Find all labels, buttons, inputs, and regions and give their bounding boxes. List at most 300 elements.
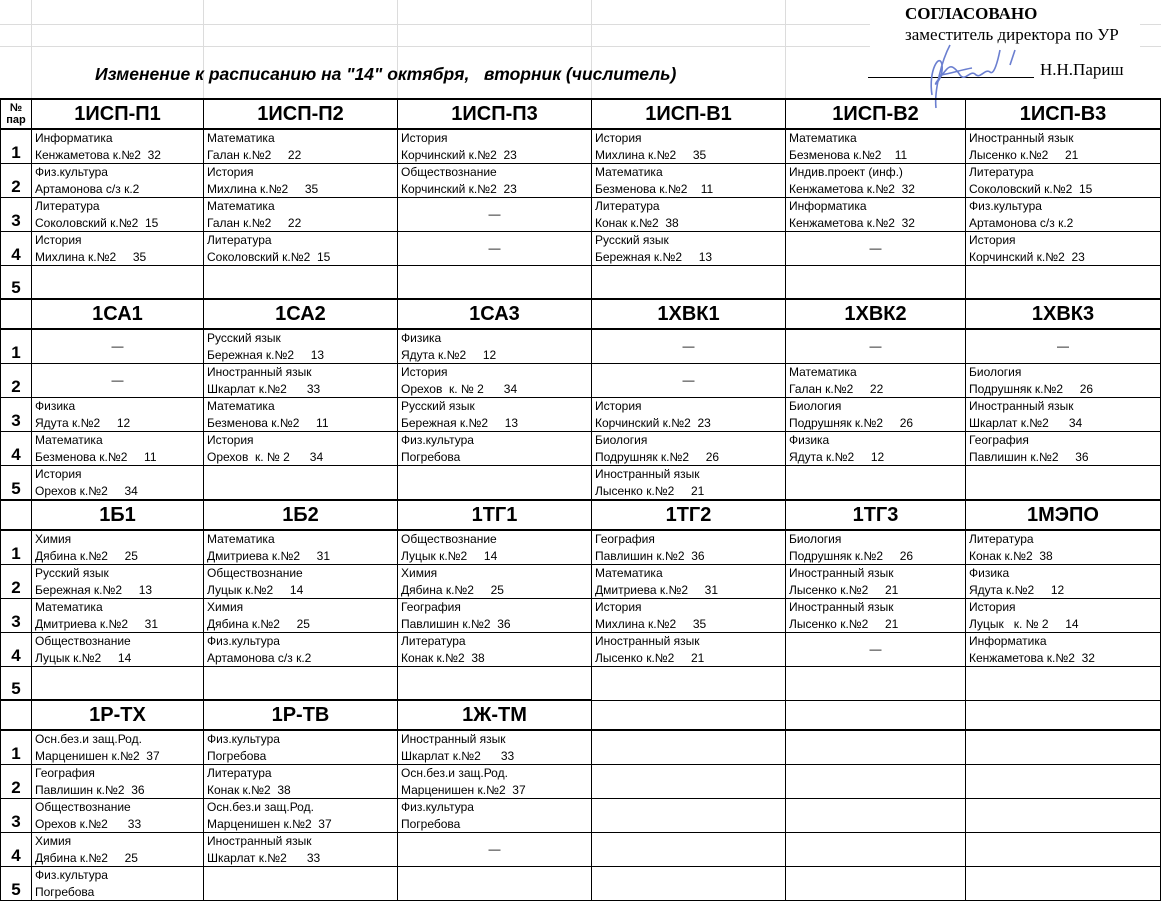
teacher-room: Конак к.№2 38	[969, 548, 1053, 563]
teacher-room: Лысенко к.№2 21	[789, 582, 899, 597]
teacher-room: Погребова	[401, 449, 461, 464]
approval-name: Н.Н.Париш	[1040, 60, 1124, 79]
teacher-room: Кенжаметова к.№2 32	[789, 215, 915, 230]
subject: Физ.культура	[35, 868, 108, 882]
lesson-row	[1, 799, 1161, 833]
subject: Иностранный язык	[789, 566, 894, 580]
teacher-room: Лысенко к.№2 21	[969, 147, 1079, 162]
empty-cell[interactable]	[398, 867, 592, 901]
subject: Физика	[401, 331, 442, 345]
empty-cell[interactable]	[966, 667, 1161, 701]
subject: Осн.без.и защ.Род.	[207, 800, 314, 814]
subject: Иностранный язык	[207, 365, 312, 379]
teacher-room: Шкарлат к.№2 34	[969, 415, 1083, 430]
subject: Иностранный язык	[401, 732, 506, 746]
empty-cell[interactable]	[592, 867, 786, 901]
teacher-room: Павлишин к.№2 36	[595, 548, 705, 563]
group-name: 1Б2	[204, 500, 398, 530]
empty-cell[interactable]	[786, 466, 966, 501]
lesson-number: 3	[1, 398, 32, 432]
no-lesson-cell[interactable]: —	[32, 329, 204, 364]
lesson-number: 1	[1, 329, 32, 364]
teacher-room: Луцык к.№2 14	[401, 548, 498, 563]
teacher-room: Луцык к.№2 14	[35, 650, 132, 665]
teacher-room: Шкарлат к.№2 33	[207, 850, 321, 865]
teacher-room: Соколовский к.№2 15	[35, 215, 159, 230]
teacher-room: Ядута к.№2 12	[969, 582, 1065, 597]
lesson-row	[1, 633, 1161, 667]
lesson-row	[1, 867, 1161, 901]
empty-cell[interactable]	[966, 867, 1161, 901]
lesson-cell[interactable]	[966, 129, 1161, 164]
teacher-room: Ядута к.№2 12	[35, 415, 131, 430]
no-lesson-cell[interactable]: —	[786, 329, 966, 364]
subject: Информатика	[789, 199, 867, 213]
lesson-number: 3	[1, 198, 32, 232]
teacher-room: Дябина к.№2 25	[401, 582, 504, 597]
group-name: 1ТГ1	[398, 500, 592, 530]
lesson-number-header	[1, 700, 32, 730]
lesson-cell[interactable]	[966, 565, 1161, 599]
group-name: 1ИСП-В1	[592, 99, 786, 129]
lesson-number: 5	[1, 266, 32, 300]
no-lesson-cell[interactable]: —	[592, 329, 786, 364]
group-name: 1ИСП-П1	[32, 99, 204, 129]
teacher-room: Кенжаметова к.№2 32	[789, 181, 915, 196]
teacher-room: Галан к.№2 22	[207, 147, 302, 162]
subject: Иностранный язык	[595, 634, 700, 648]
lesson-cell[interactable]	[204, 164, 398, 198]
group-name: 1Ж-ТМ	[398, 700, 592, 730]
empty-cell[interactable]	[966, 799, 1161, 833]
subject: Математика	[207, 199, 275, 213]
empty-cell[interactable]	[966, 833, 1161, 867]
subject: Химия	[207, 600, 244, 614]
lesson-cell[interactable]	[966, 364, 1161, 398]
teacher-room: Галан к.№2 22	[789, 381, 884, 396]
teacher-room: Шкарлат к.№2 33	[401, 748, 515, 763]
group-name: 1ИСП-П2	[204, 99, 398, 129]
lesson-cell[interactable]	[398, 799, 592, 833]
teacher-room: Бережная к.№2 13	[595, 249, 713, 264]
lesson-cell[interactable]	[592, 466, 786, 501]
subject: Осн.без.и защ.Род.	[35, 732, 142, 746]
lesson-cell[interactable]	[786, 432, 966, 466]
lesson-cell[interactable]	[398, 398, 592, 432]
lesson-row	[1, 129, 1161, 164]
subject: Математика	[35, 600, 103, 614]
no-lesson-cell[interactable]: —	[32, 364, 204, 398]
group-name: 1ХВК3	[966, 299, 1161, 329]
teacher-room: Павлишин к.№2 36	[35, 782, 145, 797]
lesson-number: 4	[1, 232, 32, 266]
lesson-cell[interactable]	[966, 198, 1161, 232]
group-name	[592, 700, 786, 730]
subject: История	[401, 131, 448, 145]
subject: Химия	[401, 566, 438, 580]
empty-cell[interactable]	[398, 266, 592, 300]
lesson-cell[interactable]	[204, 633, 398, 667]
subject: История	[401, 365, 448, 379]
lesson-cell[interactable]	[966, 164, 1161, 198]
lesson-number: 2	[1, 164, 32, 198]
lesson-row	[1, 730, 1161, 765]
teacher-room: Шкарлат к.№2 33	[207, 381, 321, 396]
lesson-cell[interactable]	[204, 432, 398, 466]
subject: Индив.проект (инф.)	[789, 165, 903, 179]
lesson-cell[interactable]	[398, 599, 592, 633]
teacher-room: Лысенко к.№2 21	[789, 616, 899, 631]
lesson-cell[interactable]	[32, 466, 204, 501]
subject: Математика	[595, 165, 663, 179]
lesson-row	[1, 398, 1161, 432]
lesson-cell[interactable]	[966, 232, 1161, 266]
teacher-room: Михлина к.№2 35	[595, 147, 707, 162]
subject: Литература	[207, 766, 272, 780]
lesson-number: 1	[1, 530, 32, 565]
lesson-cell[interactable]	[398, 364, 592, 398]
subject: Иностранный язык	[207, 834, 312, 848]
lesson-cell[interactable]	[966, 530, 1161, 565]
lesson-cell[interactable]	[204, 730, 398, 765]
teacher-room: Погребова	[35, 884, 95, 899]
teacher-room: Артамонова с/з к.2	[35, 181, 140, 196]
subject: Физика	[35, 399, 76, 413]
lesson-cell[interactable]	[204, 565, 398, 599]
lesson-cell[interactable]	[204, 398, 398, 432]
subject: Химия	[35, 834, 72, 848]
lesson-row	[1, 164, 1161, 198]
teacher-room: Дмитриева к.№2 31	[207, 548, 331, 563]
subject: Осн.без.и защ.Род.	[401, 766, 508, 780]
lesson-cell[interactable]	[32, 799, 204, 833]
subject: География	[595, 532, 655, 546]
subject: История	[595, 399, 642, 413]
subject: Математика	[789, 365, 857, 379]
teacher-room: Марценишен к.№2 37	[207, 816, 332, 831]
teacher-room: Артамонова с/з к.2	[969, 215, 1074, 230]
empty-cell[interactable]	[204, 867, 398, 901]
subject: Иностранный язык	[969, 399, 1074, 413]
empty-cell[interactable]	[398, 667, 592, 701]
lesson-cell[interactable]	[786, 530, 966, 565]
lesson-cell[interactable]	[966, 432, 1161, 466]
approval-position: заместитель директора по УР	[905, 25, 1119, 44]
lesson-cell[interactable]	[592, 432, 786, 466]
subject: География	[401, 600, 461, 614]
teacher-room: Бережная к.№2 13	[401, 415, 519, 430]
no-lesson-cell[interactable]: —	[398, 833, 592, 867]
lesson-cell[interactable]	[32, 599, 204, 633]
empty-cell[interactable]	[592, 730, 786, 765]
lesson-row	[1, 565, 1161, 599]
subject: Русский язык	[35, 566, 109, 580]
teacher-room: Безменова к.№2 11	[789, 147, 908, 162]
lesson-number: 4	[1, 432, 32, 466]
approval-label: СОГЛАСОВАНО	[905, 4, 1038, 23]
teacher-room: Дябина к.№2 25	[35, 850, 138, 865]
teacher-room: Галан к.№2 22	[207, 215, 302, 230]
lesson-cell[interactable]	[786, 565, 966, 599]
empty-cell[interactable]	[966, 730, 1161, 765]
empty-cell[interactable]	[592, 765, 786, 799]
lesson-number: 5	[1, 466, 32, 501]
lesson-cell[interactable]	[398, 129, 592, 164]
page-title: Изменение к расписанию на "14" октября, вторник (числитель)	[95, 64, 677, 84]
teacher-room: Орехов к. № 2 34	[401, 381, 518, 396]
lesson-number: 5	[1, 667, 32, 701]
teacher-room: Луцык к. № 2 14	[969, 616, 1079, 631]
empty-cell[interactable]	[786, 867, 966, 901]
teacher-room: Конак к.№2 38	[401, 650, 485, 665]
lesson-cell[interactable]	[32, 633, 204, 667]
lesson-row	[1, 833, 1161, 867]
lesson-cell[interactable]	[398, 765, 592, 799]
teacher-room: Корчинский к.№2 23	[401, 147, 517, 162]
group-name: 1СА1	[32, 299, 204, 329]
lesson-cell[interactable]	[32, 432, 204, 466]
subject: Физ.культура	[969, 199, 1042, 213]
lesson-cell[interactable]	[32, 730, 204, 765]
lesson-cell[interactable]	[204, 329, 398, 364]
subject: Математика	[207, 532, 275, 546]
empty-cell[interactable]	[592, 667, 786, 701]
empty-cell[interactable]	[966, 765, 1161, 799]
teacher-room: Безменова к.№2 11	[207, 415, 329, 430]
subject: Математика	[789, 131, 857, 145]
subject: Иностранный язык	[595, 467, 700, 481]
lesson-number: 1	[1, 129, 32, 164]
group-name: 1СА2	[204, 299, 398, 329]
lesson-cell[interactable]	[398, 530, 592, 565]
lesson-cell[interactable]	[204, 232, 398, 266]
lesson-number: 3	[1, 799, 32, 833]
lesson-number: 1	[1, 730, 32, 765]
group-header-row	[1, 500, 1161, 530]
teacher-room: Безменова к.№2 11	[595, 181, 714, 196]
lesson-row	[1, 466, 1161, 501]
lesson-number: 4	[1, 633, 32, 667]
no-lesson-cell[interactable]: —	[786, 633, 966, 667]
lesson-cell[interactable]	[786, 198, 966, 232]
group-name: 1ИСП-В3	[966, 99, 1161, 129]
lesson-cell[interactable]	[592, 232, 786, 266]
lesson-cell[interactable]	[32, 164, 204, 198]
subject: Биология	[969, 365, 1022, 379]
lesson-cell[interactable]	[32, 565, 204, 599]
lesson-cell[interactable]	[786, 129, 966, 164]
lesson-row	[1, 266, 1161, 300]
subject: История	[595, 131, 642, 145]
subject: Физика	[789, 433, 830, 447]
teacher-room: Лысенко к.№2 21	[595, 483, 705, 498]
subject: Русский язык	[401, 399, 475, 413]
lesson-cell[interactable]	[398, 432, 592, 466]
lesson-number-header	[1, 299, 32, 329]
subject: Обществознание	[401, 532, 497, 546]
lesson-cell[interactable]	[786, 164, 966, 198]
empty-cell[interactable]	[204, 266, 398, 300]
lesson-cell[interactable]	[966, 398, 1161, 432]
group-name: 1Р-ТВ	[204, 700, 398, 730]
empty-cell[interactable]	[592, 833, 786, 867]
lesson-cell[interactable]	[592, 164, 786, 198]
teacher-room: Михлина к.№2 35	[595, 616, 707, 631]
lesson-cell[interactable]	[592, 398, 786, 432]
subject: Литература	[969, 165, 1034, 179]
subject: Обществознание	[401, 165, 497, 179]
lesson-cell[interactable]	[592, 129, 786, 164]
group-name: 1ТГ2	[592, 500, 786, 530]
no-lesson-cell[interactable]: —	[786, 232, 966, 266]
no-lesson-cell[interactable]: —	[966, 329, 1161, 364]
lesson-row	[1, 530, 1161, 565]
subject: Литература	[969, 532, 1034, 546]
subject: Русский язык	[207, 331, 281, 345]
lesson-row	[1, 198, 1161, 232]
empty-cell[interactable]	[966, 466, 1161, 501]
empty-cell[interactable]	[786, 833, 966, 867]
group-name	[786, 700, 966, 730]
lesson-cell[interactable]	[592, 198, 786, 232]
lesson-cell[interactable]	[204, 364, 398, 398]
lesson-cell[interactable]	[786, 398, 966, 432]
lesson-number: 2	[1, 364, 32, 398]
teacher-room: Михлина к.№2 35	[35, 249, 147, 264]
subject: Литература	[207, 233, 272, 247]
subject: История	[35, 233, 82, 247]
lesson-number: 4	[1, 833, 32, 867]
teacher-room: Артамонова с/з к.2	[207, 650, 312, 665]
no-lesson-cell[interactable]: —	[592, 364, 786, 398]
teacher-room: Марценишен к.№2 37	[35, 748, 160, 763]
group-name: 1ХВК1	[592, 299, 786, 329]
teacher-room: Безменова к.№2 11	[35, 449, 157, 464]
group-name: 1Б1	[32, 500, 204, 530]
empty-cell[interactable]	[966, 266, 1161, 300]
lesson-cell[interactable]	[592, 599, 786, 633]
empty-cell[interactable]	[592, 799, 786, 833]
subject: История	[35, 467, 82, 481]
subject: Информатика	[969, 634, 1047, 648]
lesson-cell[interactable]	[592, 565, 786, 599]
lesson-row	[1, 432, 1161, 466]
teacher-room: Кенжаметова к.№2 32	[969, 650, 1095, 665]
lesson-cell[interactable]	[398, 565, 592, 599]
lesson-cell[interactable]	[786, 364, 966, 398]
empty-cell[interactable]	[204, 466, 398, 501]
lesson-row	[1, 765, 1161, 799]
teacher-room: Подрушняк к.№2 26	[789, 415, 914, 430]
subject: Математика	[207, 131, 275, 145]
no-lesson-cell[interactable]: —	[398, 232, 592, 266]
teacher-room: Павлишин к.№2 36	[401, 616, 511, 631]
teacher-room: Бережная к.№2 13	[207, 347, 325, 362]
lesson-cell[interactable]	[32, 232, 204, 266]
teacher-room: Соколовский к.№2 15	[969, 181, 1093, 196]
subject: Иностранный язык	[969, 131, 1074, 145]
lesson-cell[interactable]	[398, 329, 592, 364]
empty-cell[interactable]	[398, 466, 592, 501]
subject: Математика	[207, 399, 275, 413]
lesson-cell[interactable]	[786, 599, 966, 633]
group-name	[966, 700, 1161, 730]
no-lesson-cell[interactable]: —	[398, 198, 592, 232]
lesson-cell[interactable]	[398, 730, 592, 765]
subject: Литература	[401, 634, 466, 648]
lesson-cell[interactable]	[32, 530, 204, 565]
group-header-row	[1, 99, 1161, 129]
empty-cell[interactable]	[786, 667, 966, 701]
lesson-number: 2	[1, 565, 32, 599]
empty-cell[interactable]	[786, 266, 966, 300]
lesson-cell[interactable]	[204, 799, 398, 833]
subject: Химия	[35, 532, 72, 546]
teacher-room: Подрушняк к.№2 26	[595, 449, 720, 464]
lesson-cell[interactable]	[592, 633, 786, 667]
subject: Информатика	[35, 131, 113, 145]
empty-cell[interactable]	[204, 667, 398, 701]
subject: Физ.культура	[207, 732, 280, 746]
teacher-room: Дябина к.№2 25	[35, 548, 138, 563]
lesson-cell[interactable]	[32, 398, 204, 432]
lesson-cell[interactable]	[204, 198, 398, 232]
teacher-room: Орехов к.№2 33	[35, 816, 142, 831]
empty-cell[interactable]	[592, 266, 786, 300]
group-name: 1ХВК2	[786, 299, 966, 329]
lesson-cell[interactable]	[204, 599, 398, 633]
subject: Физика	[969, 566, 1010, 580]
lesson-cell[interactable]	[966, 633, 1161, 667]
subject: Обществознание	[207, 566, 303, 580]
empty-cell[interactable]	[786, 799, 966, 833]
lesson-cell[interactable]	[204, 530, 398, 565]
lesson-cell[interactable]	[966, 599, 1161, 633]
lesson-row	[1, 232, 1161, 266]
lesson-cell[interactable]	[32, 765, 204, 799]
lesson-cell[interactable]	[32, 867, 204, 901]
subject: История	[595, 600, 642, 614]
group-name: 1СА3	[398, 299, 592, 329]
empty-cell[interactable]	[786, 765, 966, 799]
lesson-cell[interactable]	[204, 833, 398, 867]
subject: Обществознание	[35, 634, 131, 648]
teacher-room: Дмитриева к.№2 31	[35, 616, 159, 631]
group-header-row	[1, 299, 1161, 329]
subject: История	[207, 165, 254, 179]
lesson-cell[interactable]	[204, 765, 398, 799]
teacher-room: Дябина к.№2 25	[207, 616, 310, 631]
lesson-cell[interactable]	[398, 164, 592, 198]
lesson-cell[interactable]	[32, 129, 204, 164]
lesson-cell[interactable]	[32, 198, 204, 232]
subject: Биология	[789, 532, 842, 546]
empty-cell[interactable]	[32, 266, 204, 300]
teacher-room: Корчинский к.№2 23	[969, 249, 1085, 264]
empty-cell[interactable]	[32, 667, 204, 701]
lesson-number: 2	[1, 765, 32, 799]
lesson-cell[interactable]	[398, 633, 592, 667]
teacher-room: Марценишен к.№2 37	[401, 782, 526, 797]
subject: Математика	[595, 566, 663, 580]
lesson-cell[interactable]	[32, 833, 204, 867]
empty-cell[interactable]	[786, 730, 966, 765]
lesson-row	[1, 667, 1161, 701]
subject: Обществознание	[35, 800, 131, 814]
lesson-row	[1, 364, 1161, 398]
lesson-cell[interactable]	[204, 129, 398, 164]
lesson-cell[interactable]	[592, 530, 786, 565]
